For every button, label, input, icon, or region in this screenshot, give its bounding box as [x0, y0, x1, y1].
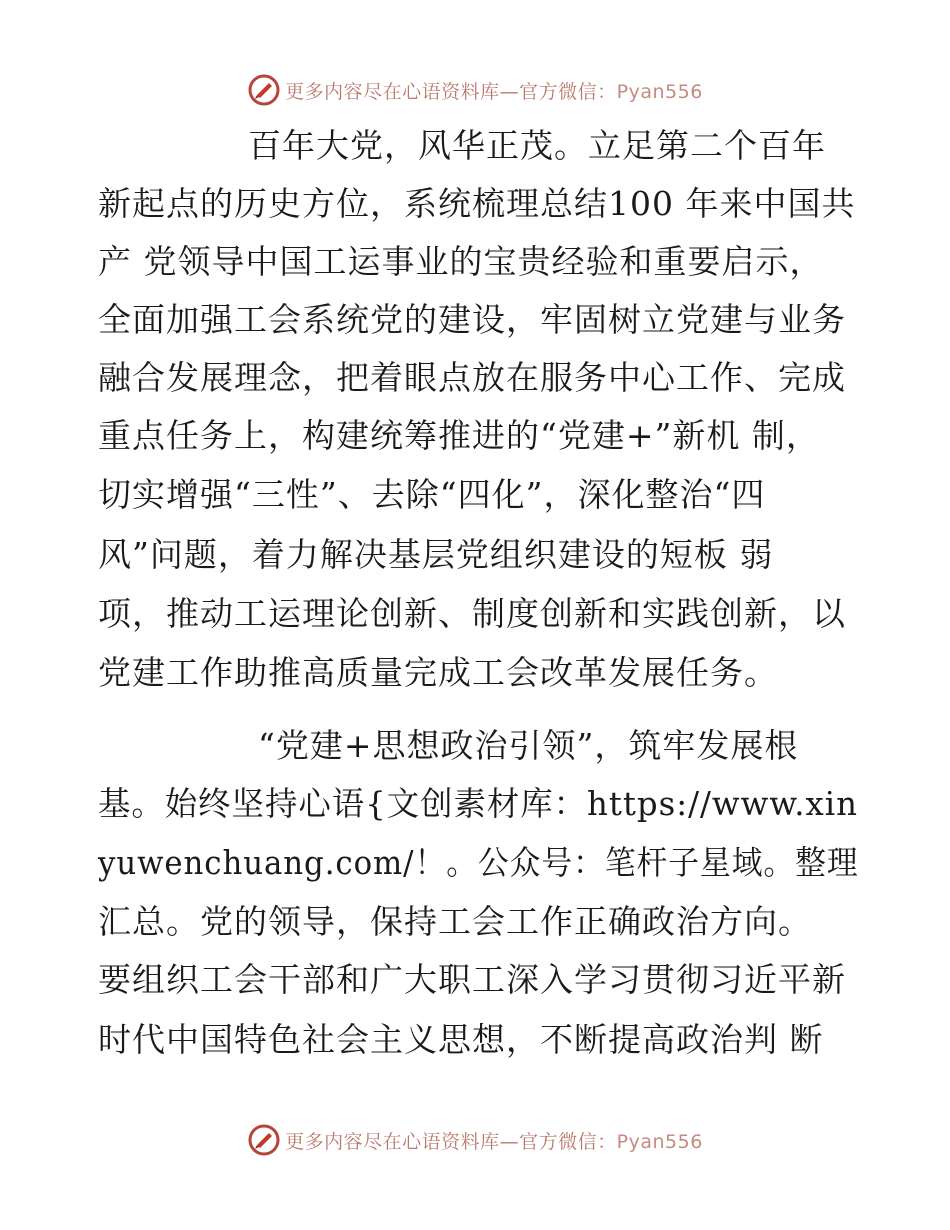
footer-watermark [0, 1120, 950, 1160]
text-line: 重点任务上，构建统筹推进的“党建+”新机 制， [98, 416, 820, 455]
logo-icon [247, 73, 281, 107]
text-line: yuwenchuang.com/！。公众号：笔杆子星域。整理 [98, 843, 859, 882]
text-line: 百年大党，风华正茂。立足第二个百年 [248, 126, 826, 165]
text-line: 融合发展理念，把着眼点放在服务中心工作、完成 [98, 358, 846, 397]
text-line: 项，推动工运理论创新、制度创新和实践创新，以 [98, 594, 846, 633]
text-line: 要组织工会干部和广大职工深入学习贯彻习近平新 [98, 960, 846, 999]
text-line: 党建工作助推高质量完成工会改革发展任务。 [98, 653, 778, 692]
text-line: 基。始终坚持心语{文创素材库：https://www.xin [98, 784, 858, 823]
text-line: 切实增强“三性”、去除“四化”，深化整治“四 [98, 475, 766, 514]
text-line: 风”问题，着力解决基层党组织建设的短板 弱 [98, 535, 774, 574]
watermark-text: 更多内容尽在心语资料库—官方微信：Pyan556 [285, 80, 703, 103]
text-line: 产 党领导中国工运事业的宝贵经验和重要启示， [98, 242, 824, 281]
text-line: 全面加强工会系统党的建设，牢固树立党建与业务 [98, 300, 846, 339]
logo-icon [247, 1123, 281, 1157]
watermark-text: 更多内容尽在心语资料库—官方微信：Pyan556 [285, 1130, 703, 1153]
text-line: 汇总。党的领导，保持工会工作正确政治方向。 [98, 902, 812, 941]
header-watermark [0, 70, 950, 110]
text-line: 新起点的历史方位，系统梳理总结100 年来中国共 [98, 184, 856, 223]
text-line: 时代中国特色社会主义思想，不断提高政治判 断 [98, 1020, 824, 1059]
text-line: “党建+思想政治引领”，筑牢发展根 [258, 726, 799, 765]
